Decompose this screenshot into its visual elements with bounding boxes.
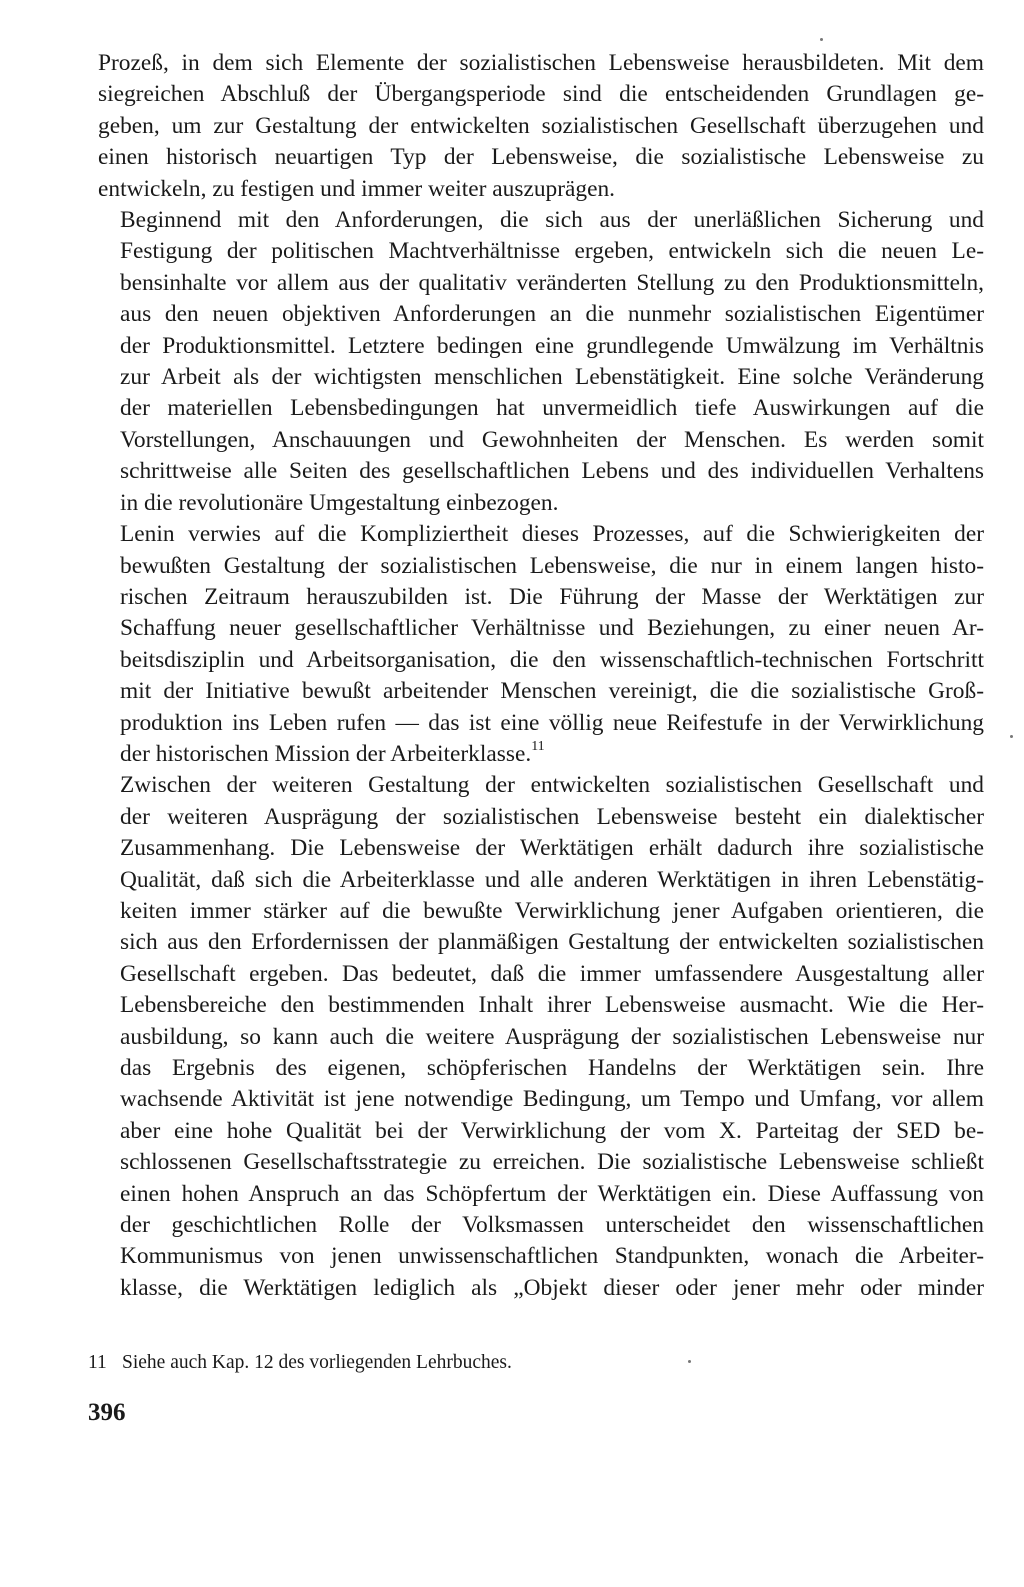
scan-speck [820,38,823,41]
text-line: geben, um zur Gestaltung der entwickelten sozialistischen Gesellschaft überzugehen und [98,112,984,139]
text-line: schrittweise alle Seiten des gesellschaftlichen Lebens und des individuellen Verhaltens [120,458,984,485]
text-line: Schaffung neuer gesellschaftlicher Verhältnisse und Beziehungen, zu einer neuen Ar- [120,615,984,642]
footnote-text: Siehe auch Kap. 12 des vorliegenden Lehrbuches. [122,1352,512,1373]
text-line: der historischen Mission der Arbeiterklasse.$^{11}$ [120,739,545,767]
text-line: wachsende Aktivität ist jene notwendige Bedingung, um Tempo und Umfang, vor allem [120,1086,984,1113]
text-line: in die revolutionäre Umgestaltung einbezogen. [120,489,559,516]
paragraph [98,205,984,519]
paragraph [98,519,984,770]
footnote-reference: 11 [531,739,545,755]
text-line: beitsdisziplin und Arbeitsorganisation, die den wissenschaftlich-technischen Fortschritt [120,646,984,673]
text-line: aus den neuen objektiven Anforderungen an die nunmehr sozialistischen Eigentümer [120,301,984,328]
text-line: Zusammenhang. Die Lebensweise der Werktätigen erhält dadurch ihre sozialistische [120,835,984,862]
text-line: Lenin verwies auf die Kompliziertheit dieses Prozesses, auf die Schwierigkeiten der [120,521,984,548]
text-line: einen hohen Anspruch an das Schöpfertum der Werktätigen ein. Diese Auffassung von [120,1180,984,1207]
text-line: produktion ins Leben rufen — das ist eine völlig neue Reifestufe in der Verwirklichung [120,709,984,736]
text-line: entwickeln, zu festigen und immer weiter auszuprägen. [98,175,616,202]
text-line: klasse, die Werktätigen lediglich als „Objekt dieser oder jener mehr oder minder [120,1274,984,1301]
text-line: Qualität, daß sich die Arbeiterklasse und alle anderen Werktätigen in ihren Lebenstätig- [120,866,984,893]
text-line: schlossenen Gesellschaftsstrategie zu erreichen. Die sozialistische Lebensweise schließt [120,1149,984,1176]
paragraph-container [98,48,984,1304]
text-line: einen historisch neuartigen Typ der Lebensweise, die sozialistische Lebensweise zu [98,144,984,171]
text-line: Beginnend mit den Anforderungen, die sich aus der unerläßlichen Sicherung und [120,207,984,234]
footnote-number: 11 [88,1352,107,1373]
text-line: Lebensbereiche den bestimmenden Inhalt ihrer Lebensweise ausmacht. Wie die Her- [120,992,984,1019]
text-line: der Produktionsmittel. Letztere bedingen eine grundlegende Umwälzung im Verhältnis [120,332,984,359]
text-line: der weiteren Ausprägung der sozialistischen Lebensweise besteht ein dialektischer [120,803,984,830]
text-line: der geschichtlichen Rolle der Volksmassen unterscheidet den wissenschaftlichen [120,1212,984,1239]
text-line: Kommunismus von jenen unwissenschaftlichen Standpunkten, wonach die Arbeiter- [120,1243,984,1270]
text-line: keiten immer stärker auf die bewußte Verwirklichung jener Aufgaben orientieren, die [120,897,984,924]
text-line: siegreichen Abschluß der Übergangsperiode sind die entscheidenden Grundlagen ge- [98,81,984,108]
text-line: bensinhalte vor allem aus der qualitativ veränderten Stellung zu den Produktionsmitteln, [120,269,984,296]
text-line: bewußten Gestaltung der sozialistischen Lebensweise, die nur in einem langen histo- [120,552,984,579]
text-line: sich aus den Erfordernissen der planmäßigen Gestaltung der entwickelten sozialistischen [120,929,984,956]
text-line: Vorstellungen, Anschauungen und Gewohnheiten der Menschen. Es werden somit [120,426,984,453]
text-line: Gesellschaft ergeben. Das bedeutet, daß die immer umfassendere Ausgestaltung aller [120,960,984,987]
text-line: rischen Zeitraum herauszubilden ist. Die Führung der Masse der Werktätigen zur [120,583,984,610]
footnote [88,1350,512,1376]
paragraph [98,770,984,1304]
text-line: Prozeß, in dem sich Elemente der sozialistischen Lebensweise herausbildeten. Mit dem [98,50,984,76]
scan-speck [1010,735,1013,738]
paragraph [98,48,984,205]
text-line: aber eine hohe Qualität bei der Verwirklichung der vom X. Parteitag der SED be- [120,1117,984,1144]
text-line: der materiellen Lebensbedingungen hat unvermeidlich tiefe Auswirkungen auf die [120,395,984,422]
text-line: ausbildung, so kann auch die weitere Ausprägung der sozialistischen Lebensweise nur [120,1023,984,1050]
page-number: 396 [88,1399,126,1426]
text-line: zur Arbeit als der wichtigsten menschlichen Lebenstätigkeit. Eine solche Veränderung [120,364,984,391]
text-line: das Ergebnis des eigenen, schöpferischen Handelns der Werktätigen sein. Ihre [120,1055,984,1081]
text-line: Festigung der politischen Machtverhältnisse ergeben, entwickeln sich die neuen Le- [120,238,984,265]
text-line: mit der Initiative bewußt arbeitender Menschen vereinigt, die die sozialistische Groß- [120,678,984,705]
text-line: Zwischen der weiteren Gestaltung der entwickelten sozialistischen Gesellschaft und [120,772,984,799]
document-body [98,48,984,1304]
scan-speck [688,1360,691,1363]
